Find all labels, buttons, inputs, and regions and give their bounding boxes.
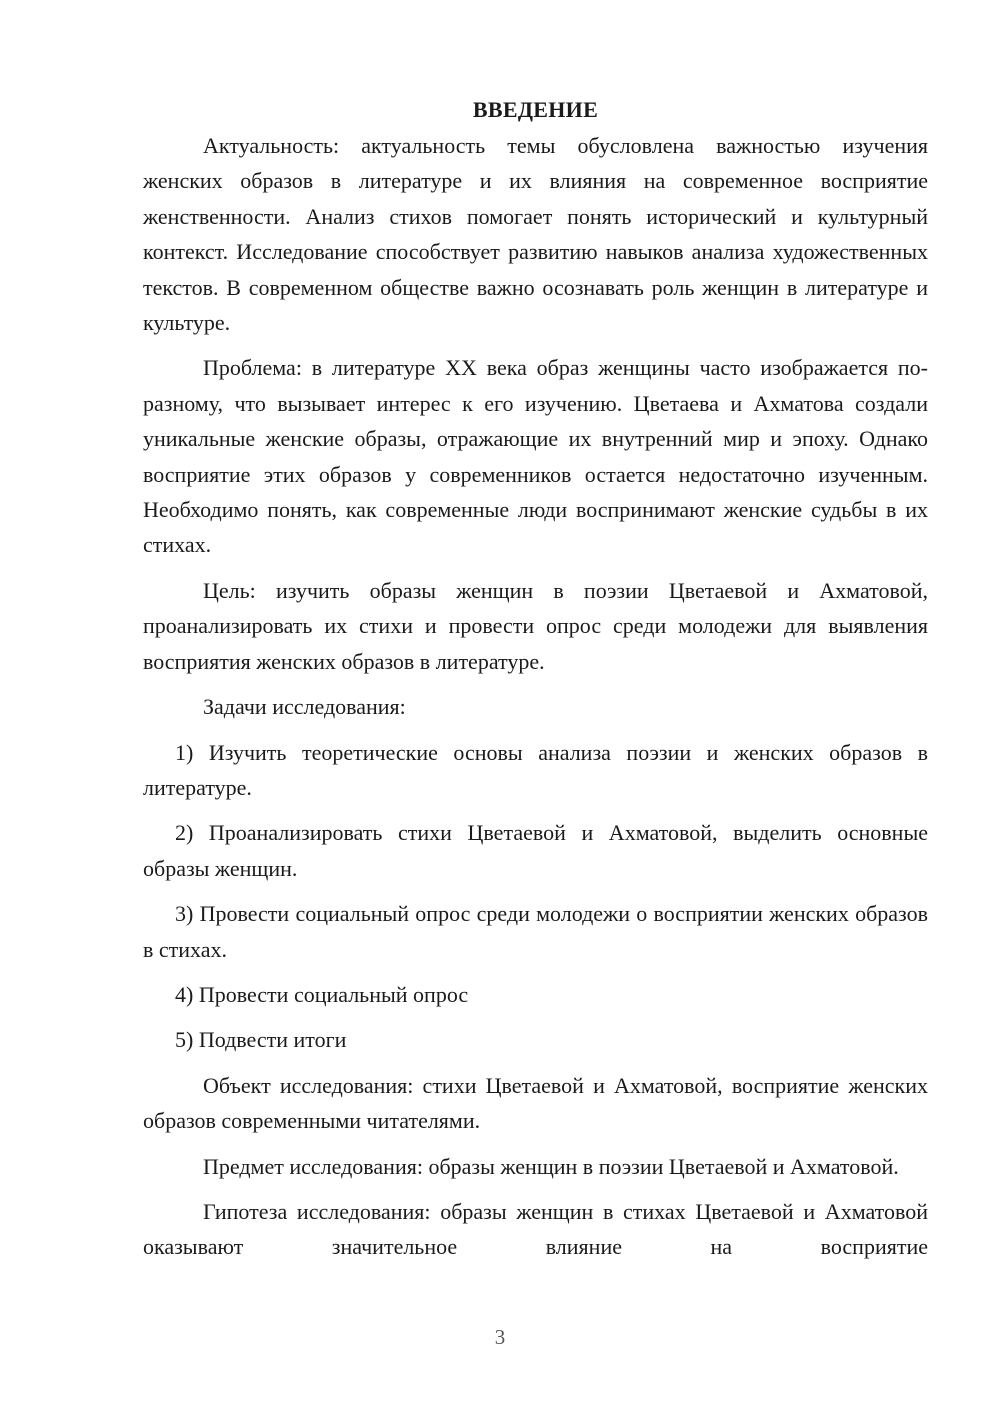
task-item-1: 1) Изучить теоретические основы анализа поэзии и женских образов в литературе. bbox=[143, 739, 928, 800]
task-item-4: 4) Провести социальный опрос bbox=[175, 981, 469, 1007]
paragraph-goal: Цель: изучить образы женщин в поэзии Цветаевой и Ахматовой, проанализировать их стихи и провести опрос среди молодежи для выявления восприятия женских образов в литературе. bbox=[143, 577, 928, 674]
page-title: ВВЕДЕНИЕ bbox=[472, 97, 599, 122]
document-page bbox=[143, 92, 928, 1275]
paragraph-hypothesis: Гипотеза исследования: образы женщин в стихах Цветаевой и Ахматовой оказывают значительное влияние на восприятие bbox=[143, 1198, 928, 1260]
task-item-3: 3) Провести социальный опрос среди молодежи о восприятии женских образов в стихах. bbox=[143, 901, 928, 962]
paragraph-problem: Проблема: в литературе XX века образ женщины часто изображается по-разному, что вызывает интерес к его изучению. Цветаева и Ахматова создали уникальные женские образы, отражающие их внутренний мир и эпоху. Однако восприятие этих образов у современников остается недостаточно изученным. Необходимо понять, как современные люди воспринимают женские судьбы в их стихах. bbox=[143, 355, 928, 558]
paragraph-subject: Предмет исследования: образы женщин в поэзии Цветаевой и Ахматовой. bbox=[203, 1153, 899, 1179]
task-item-5: 5) Подвести итоги bbox=[175, 1027, 347, 1053]
paragraph-object: Объект исследования: стихи Цветаевой и Ахматовой, восприятие женских образов современными читателями. bbox=[143, 1072, 928, 1134]
paragraph-relevance: Актуальность: актуальность темы обусловлена важностью изучения женских образов в литературе и их влияния на современное восприятие женственности. Анализ стихов помогает понять исторический и культурный контекст. Исследование способствует развитию навыков анализа художественных текстов. В современном обществе важно осознавать роль женщин в литературе и культуре. bbox=[143, 133, 928, 336]
task-item-2: 2) Проанализировать стихи Цветаевой и Ахматовой, выделить основные образы женщин. bbox=[143, 820, 928, 881]
tasks-title: Задачи исследования: bbox=[203, 694, 406, 720]
page-number: 3 bbox=[494, 1325, 506, 1349]
